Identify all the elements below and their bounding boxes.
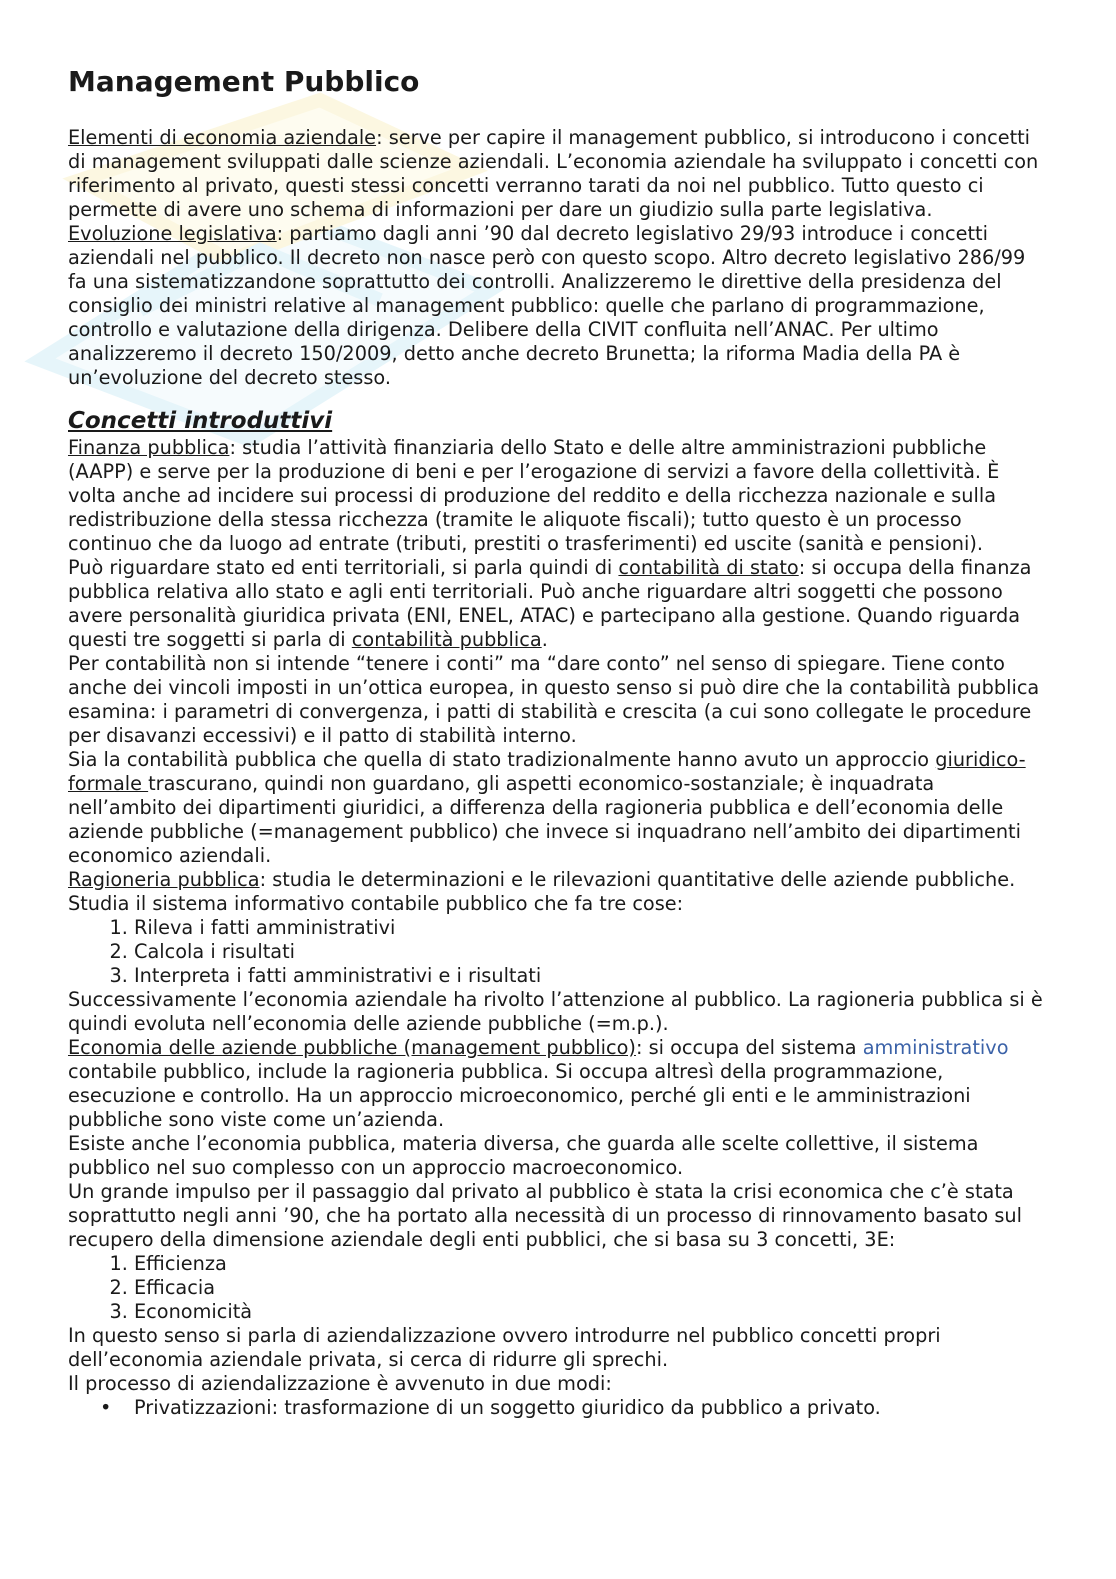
text-evoluzione: : partiamo dagli anni ’90 dal decreto legislativo 29/93 introduce i concetti aziendali nel pubblico. Il decreto non nasce però con questo scopo. Altro decreto legislativo 286/99 fa una sistematizzandone soprattutto dei controlli. Analizzeremo le direttive della presidenza del consiglio dei ministri relative al management pubblico: quelle che parlano di programmazione, controllo e valutazione della dirigenza. Delibere della CIVIT confluita nell’ANAC. Per ultimo analizzeremo il decreto 150/2009, detto anche decreto Brunetta; la riforma Madia della PA è un’evoluzione del decreto stesso. (68, 222, 1026, 389)
document-page (68, 62, 1048, 1420)
text-economia-1: : si occupa del sistema (635, 1036, 863, 1059)
paragraph-dare-conto: Per contabilità non si intende “tenere i conti” ma “dare conto” nel senso di spiegare. Tiene conto anche dei vincoli imposti in un’ottica europea, in questo senso si può dire che la contabilità pubblica esamina: i parametri di convergenza, i patti di stabilità e crescita (a cui sono collegate le procedure per disavanzi eccessivi) e il patto di stabilità interno. (68, 652, 1040, 747)
bullet-list (68, 1396, 1048, 1420)
text-economia-2: contabile pubblico, include la ragioneria pubblica. Si occupa altresì della programmazione, esecuzione e controllo. Ha un approccio microeconomico, perché gli enti e le amministrazioni pubbliche sono viste come un’azienda. (68, 1060, 971, 1131)
paragraph-impulso: Un grande impulso per il passaggio dal privato al pubblico è stata la crisi economica che c’è stata soprattutto negli anni ’90, che ha portato alla necessità di un processo di rinnovamento basato sul recupero della dimensione aziendale degli enti pubblici, che si basa su 3 concetti, 3E: (68, 1180, 1022, 1251)
paragraph-processo: Il processo di aziendalizzazione è avvenuto in due modi: (68, 1372, 612, 1395)
term-contabilita-pubblica: contabilità pubblica (351, 628, 542, 651)
term-evoluzione: Evoluzione legislativa (68, 222, 277, 245)
text-contabilita-2: : si occupa della finanza pubblica relativa allo stato e agli enti territoriali. Può anche riguardare altri soggetti che possono avere personalità giuridica privata (ENI, ENEL, ATAC) e partecipano alla gestione. Quando riguarda questi tre soggetti si parla di (68, 556, 1032, 651)
paragraph-successivamente: Successivamente l’economia aziendale ha rivolto l’attenzione al pubblico. La ragioneria pubblica si è quindi evoluta nell’economia delle aziende pubbliche (=m.p.). (68, 988, 1043, 1035)
tre-e-list (68, 1252, 1048, 1324)
paragraph-economia-pubblica: Esiste anche l’economia pubblica, materia diversa, che guarda alle scelte collettive, il sistema pubblico nel suo complesso con un approccio macroeconomico. (68, 1132, 979, 1179)
list-item: • Privatizzazioni: trasformazione di un soggetto giuridico da pubblico a privato. (134, 1396, 1048, 1420)
paragraph-finanza (68, 436, 1048, 556)
text-contabilita-1: Può riguardare stato ed enti territoriali, si parla quindi di (68, 556, 619, 579)
term-giuridico-formale: giuridico-formale (68, 748, 1026, 795)
text-approccio-1: Sia la contabilità pubblica che quella di stato tradizionalmente hanno avuto un approccio (68, 748, 936, 771)
text-approccio-2: trascurano, quindi non guardano, gli aspetti economico-sostanziale; è inquadrata nell’ambito dei dipartimenti giuridici, a differenza della ragioneria pubblica e dell’economia delle aziende pubbliche (=management pubblico) che invece si inquadrano nell’ambito dei dipartimenti economico aziendali. (68, 772, 1021, 867)
list-item: 3. Economicità (134, 1300, 1048, 1324)
term-economia-aziende: Economia delle aziende pubbliche (management pubblico) (68, 1036, 636, 1059)
list-item: 1. Efficienza (134, 1252, 1048, 1276)
text-ragioneria: : studia le determinazioni e le rilevazioni quantitative delle aziende pubbliche. Studia il sistema informativo contabile pubblico che fa tre cose: (68, 868, 1016, 915)
section-heading: Concetti introduttivi (68, 408, 333, 434)
paragraph-elementi (68, 126, 1048, 222)
text-elementi: : serve per capire il management pubblico, si introducono i concetti di management sviluppati dalle scienze aziendali. L’economia aziendale ha sviluppato i concetti con riferimento al privato, questi stessi concetti verranno tarati da noi nel pubblico. Tutto questo ci permette di avere uno schema di informazioni per dare un giudizio sulla parte legislativa. (68, 126, 1039, 221)
ragioneria-list (68, 916, 1048, 988)
term-ragioneria: Ragioneria pubblica (68, 868, 260, 891)
paragraph-contabilita (68, 556, 1048, 652)
text-finanza: : studia l’attività finanziaria dello Stato e delle altre amministrazioni pubbliche (AAPP) e serve per la produzione di beni e per l’erogazione di servizi a favore della collettività. È volta anche ad incidere sui processi di produzione del reddito e della ricchezza nazionale e sulla redistribuzione della stessa ricchezza (tramite le aliquote fiscali); tutto questo è un processo continuo che da luogo ad entrate (tributi, prestiti o trasferimenti) ed uscite (sanità e pensioni). (68, 436, 1000, 555)
paragraph-ragioneria (68, 868, 1048, 916)
list-item: 3. Interpreta i fatti amministrativi e i risultati (134, 964, 1048, 988)
paragraph-approccio (68, 748, 1048, 868)
term-finanza: Finanza pubblica (68, 436, 230, 459)
document-title: Management Pubblico (68, 65, 420, 98)
term-elementi: Elementi di economia aziendale (68, 126, 377, 149)
list-item: 2. Calcola i risultati (134, 940, 1048, 964)
paragraph-evoluzione (68, 222, 1048, 390)
list-item: 2. Efficacia (134, 1276, 1048, 1300)
paragraph-economia-aziende (68, 1036, 1048, 1132)
list-item: 1. Rileva i fatti amministrativi (134, 916, 1048, 940)
term-contabilita-stato: contabilità di stato (618, 556, 799, 579)
paragraph-aziendalizzazione: In questo senso si parla di aziendalizzazione ovvero introdurre nel pubblico concetti propri dell’economia aziendale privata, si cerca di ridurre gli sprechi. (68, 1324, 941, 1371)
text-contabilita-3: . (541, 628, 548, 651)
highlight-amministrativo: amministrativo (862, 1036, 1009, 1059)
